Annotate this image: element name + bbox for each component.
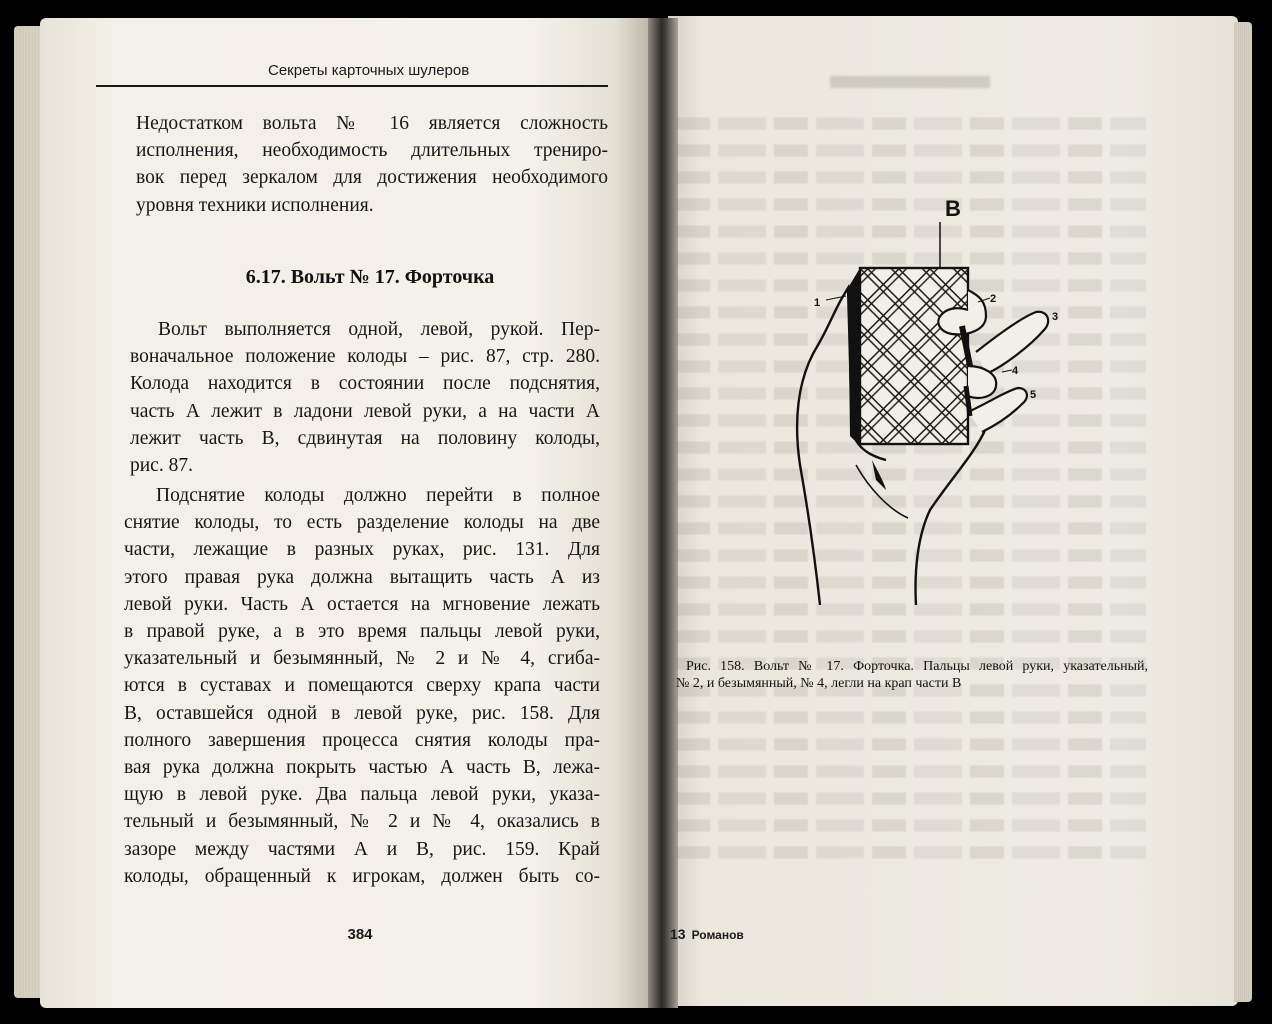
show-through-line [676, 171, 1146, 183]
paragraph-3 [124, 482, 600, 890]
text-line: В, оставшейся одной в левой руке, рис. 158. Для [124, 702, 600, 724]
text-line: колоды, обращенный к игрокам, должен быть со- [124, 865, 600, 887]
show-through-line [676, 819, 1146, 831]
finger-label-4: 4 [1012, 365, 1019, 377]
caption-line: Рис. 158. Вольт № 17. Форточка. Пальцы левой руки, указательный, [686, 659, 1148, 674]
show-through-line [676, 711, 1146, 723]
running-head [96, 62, 608, 87]
text-line: лежит часть В, сдвинутая на половину колоды, [130, 427, 600, 449]
text-line: Подснятие колоды должно перейти в полное [156, 485, 600, 506]
text-line: указательный и безымянный, № 2 и № 4, сгиба- [124, 648, 600, 670]
show-through-header [830, 76, 990, 88]
show-through-line [676, 117, 1146, 129]
hand-holding-deck-illustration [790, 190, 1080, 610]
text-line: левой руки. Часть А остается на мгновение лежать [124, 593, 600, 615]
show-through-line [676, 792, 1146, 804]
text-line: Вольт выполняется одной, левой, рукой. Пер- [158, 319, 600, 340]
signature-name: Романов [691, 928, 744, 942]
text-line: щую в левой руке. Два пальца левой руки, указа- [124, 784, 600, 806]
finger-label-1: 1 [814, 297, 821, 309]
show-through-line [676, 765, 1146, 777]
show-through-line [676, 144, 1146, 156]
text-line: вок перед зеркалом для достижения необходимого [136, 167, 608, 189]
paragraph-1 [136, 110, 608, 219]
hand-illustration-svg [790, 190, 1080, 610]
show-through-line [676, 846, 1146, 858]
figure-caption [676, 658, 1148, 692]
deck-part-b-label: B [945, 196, 961, 221]
text-line: Недостатком вольта № 16 является сложность [136, 113, 608, 134]
printer-signature [670, 926, 744, 942]
page-number: 384 [347, 926, 373, 943]
show-through-line [676, 738, 1146, 750]
text-line: тельный и безымянный, № 2 и № 4, оказались в [124, 811, 600, 833]
text-line: полного завершения процесса снятия колоды пра- [124, 729, 600, 751]
caption-line: № 2, и безымянный, № 4, легли на крап части В [676, 676, 962, 691]
running-head-text: Секреты карточных шулеров [268, 62, 470, 79]
text-line: уровня техники исполнения. [136, 194, 374, 216]
right-page-edges [1234, 22, 1252, 1002]
text-line: зазоре между частями А и В, рис. 159. Край [124, 838, 600, 860]
text-line: рис. 87. [130, 455, 193, 477]
text-line: этого правая рука должна вытащить часть А из [124, 566, 600, 588]
finger-label-5: 5 [1030, 389, 1037, 401]
text-line: части, лежащие в разных руках, рис. 131. Для [124, 539, 600, 561]
paragraph-2 [130, 316, 600, 479]
signature-number: 13 [670, 926, 686, 942]
text-line: воначальное положение колоды – рис. 87, стр. 280. [130, 346, 600, 368]
finger-label-2: 2 [990, 293, 997, 305]
book-gutter [648, 18, 678, 1008]
show-through-line [676, 630, 1146, 642]
text-line: ются в суставах и помещаются сверху крапа части [124, 675, 600, 697]
text-line: снятие колоды, то есть разделение колоды на две [124, 512, 600, 534]
section-heading: 6.17. Вольт № 17. Форточка [245, 266, 495, 288]
text-line: исполнения, необходимость длительных трениро- [136, 140, 608, 162]
text-line: вая рука должна покрыть частью А часть В, лежа- [124, 757, 600, 779]
finger-label-3: 3 [1052, 311, 1059, 323]
text-line: часть А лежит в ладони левой руки, а на части А [130, 400, 600, 422]
text-line: Колода находится в состоянии после подснятия, [130, 373, 600, 395]
text-line: в правой руке, а в это время пальцы левой руки, [124, 621, 600, 643]
